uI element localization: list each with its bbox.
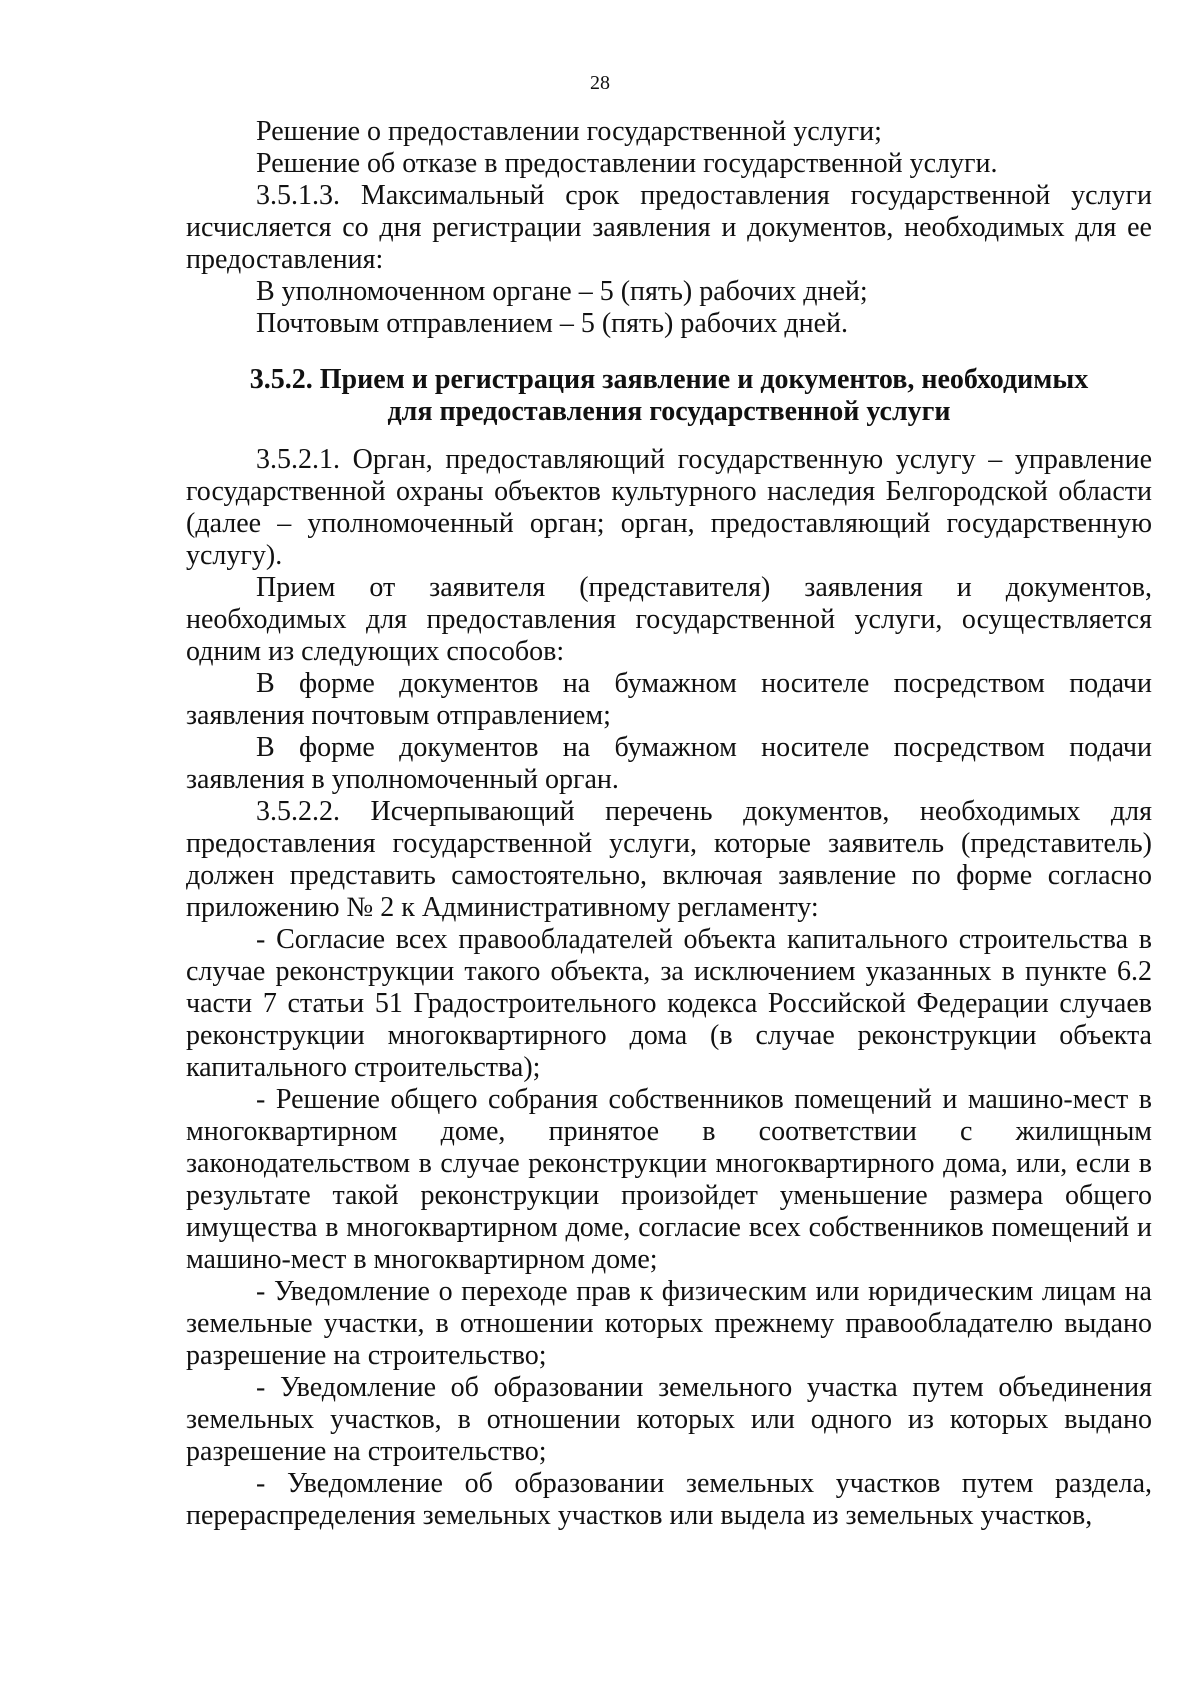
paragraph: 3.5.2.2. Исчерпывающий перечень документов, необходимых для предоставления государственной услуги, которые заявитель (представитель) должен представить самостоятельно, включая заявление по форме согласно приложению № 2 к Административному регламенту: [186, 796, 1152, 923]
paragraph: Прием от заявителя (представителя) заявления и документов, необходимых для предоставления государственной услуги, осуществляется одним из следующих способов: [186, 572, 1152, 667]
paragraph: В форме документов на бумажном носителе посредством подачи заявления в уполномоченный орган. [186, 732, 1152, 795]
paragraph: Решение об отказе в предоставлении государственной услуги. [256, 148, 998, 179]
section-heading-line2: для предоставления государственной услуги [387, 396, 951, 427]
list-item: - Согласие всех правообладателей объекта капитального строительства в случае реконструкции такого объекта, за исключением указанных в пункте 6.2 части 7 статьи 51 Градостроительного кодекса Российской Федерации случаев реконструкции многоквартирного дома (в случае реконструкции объекта капитального строительства); [186, 924, 1152, 1083]
paragraph: В форме документов на бумажном носителе посредством подачи заявления почтовым отправлением; [186, 668, 1152, 731]
section-heading-line1: 3.5.2. Прием и регистрация заявление и документов, необходимых [249, 364, 1089, 395]
paragraph: В уполномоченном органе – 5 (пять) рабочих дней; [256, 276, 868, 307]
document-body [186, 116, 1152, 1532]
paragraph: Почтовым отправлением – 5 (пять) рабочих дней. [256, 308, 849, 339]
paragraph: 3.5.1.3. Максимальный срок предоставления государственной услуги исчисляется со дня регистрации заявления и документов, необходимых для ее предоставления: [186, 180, 1152, 275]
section-heading [186, 364, 1152, 428]
paragraph: 3.5.2.1. Орган, предоставляющий государственную услугу – управление государственной охраны объектов культурного наследия Белгородской области (далее – уполномоченный орган; орган, предоставляющий государственную услугу). [186, 444, 1152, 571]
list-item: - Уведомление об образовании земельных участков путем раздела, перераспределения земельных участков или выдела из земельных участков, [186, 1468, 1152, 1531]
list-item: - Уведомление о переходе прав к физическим или юридическим лицам на земельные участки, в отношении которых прежнему правообладателю выдано разрешение на строительство; [186, 1276, 1152, 1371]
list-item: - Уведомление об образовании земельного участка путем объединения земельных участков, в отношении которых или одного из которых выдано разрешение на строительство; [186, 1372, 1152, 1467]
list-item: - Решение общего собрания собственников помещений и машино-мест в многоквартирном доме, принятое в соответствии с жилищным законодательством в случае реконструкции многоквартирного дома, или, если в результате такой реконструкции произойдет уменьшение размера общего имущества в многоквартирном доме, согласие всех собственников помещений и машино-мест в многоквартирном доме; [186, 1084, 1152, 1275]
paragraph: Решение о предоставлении государственной услуги; [256, 116, 882, 147]
page-number: 28 [590, 72, 610, 94]
